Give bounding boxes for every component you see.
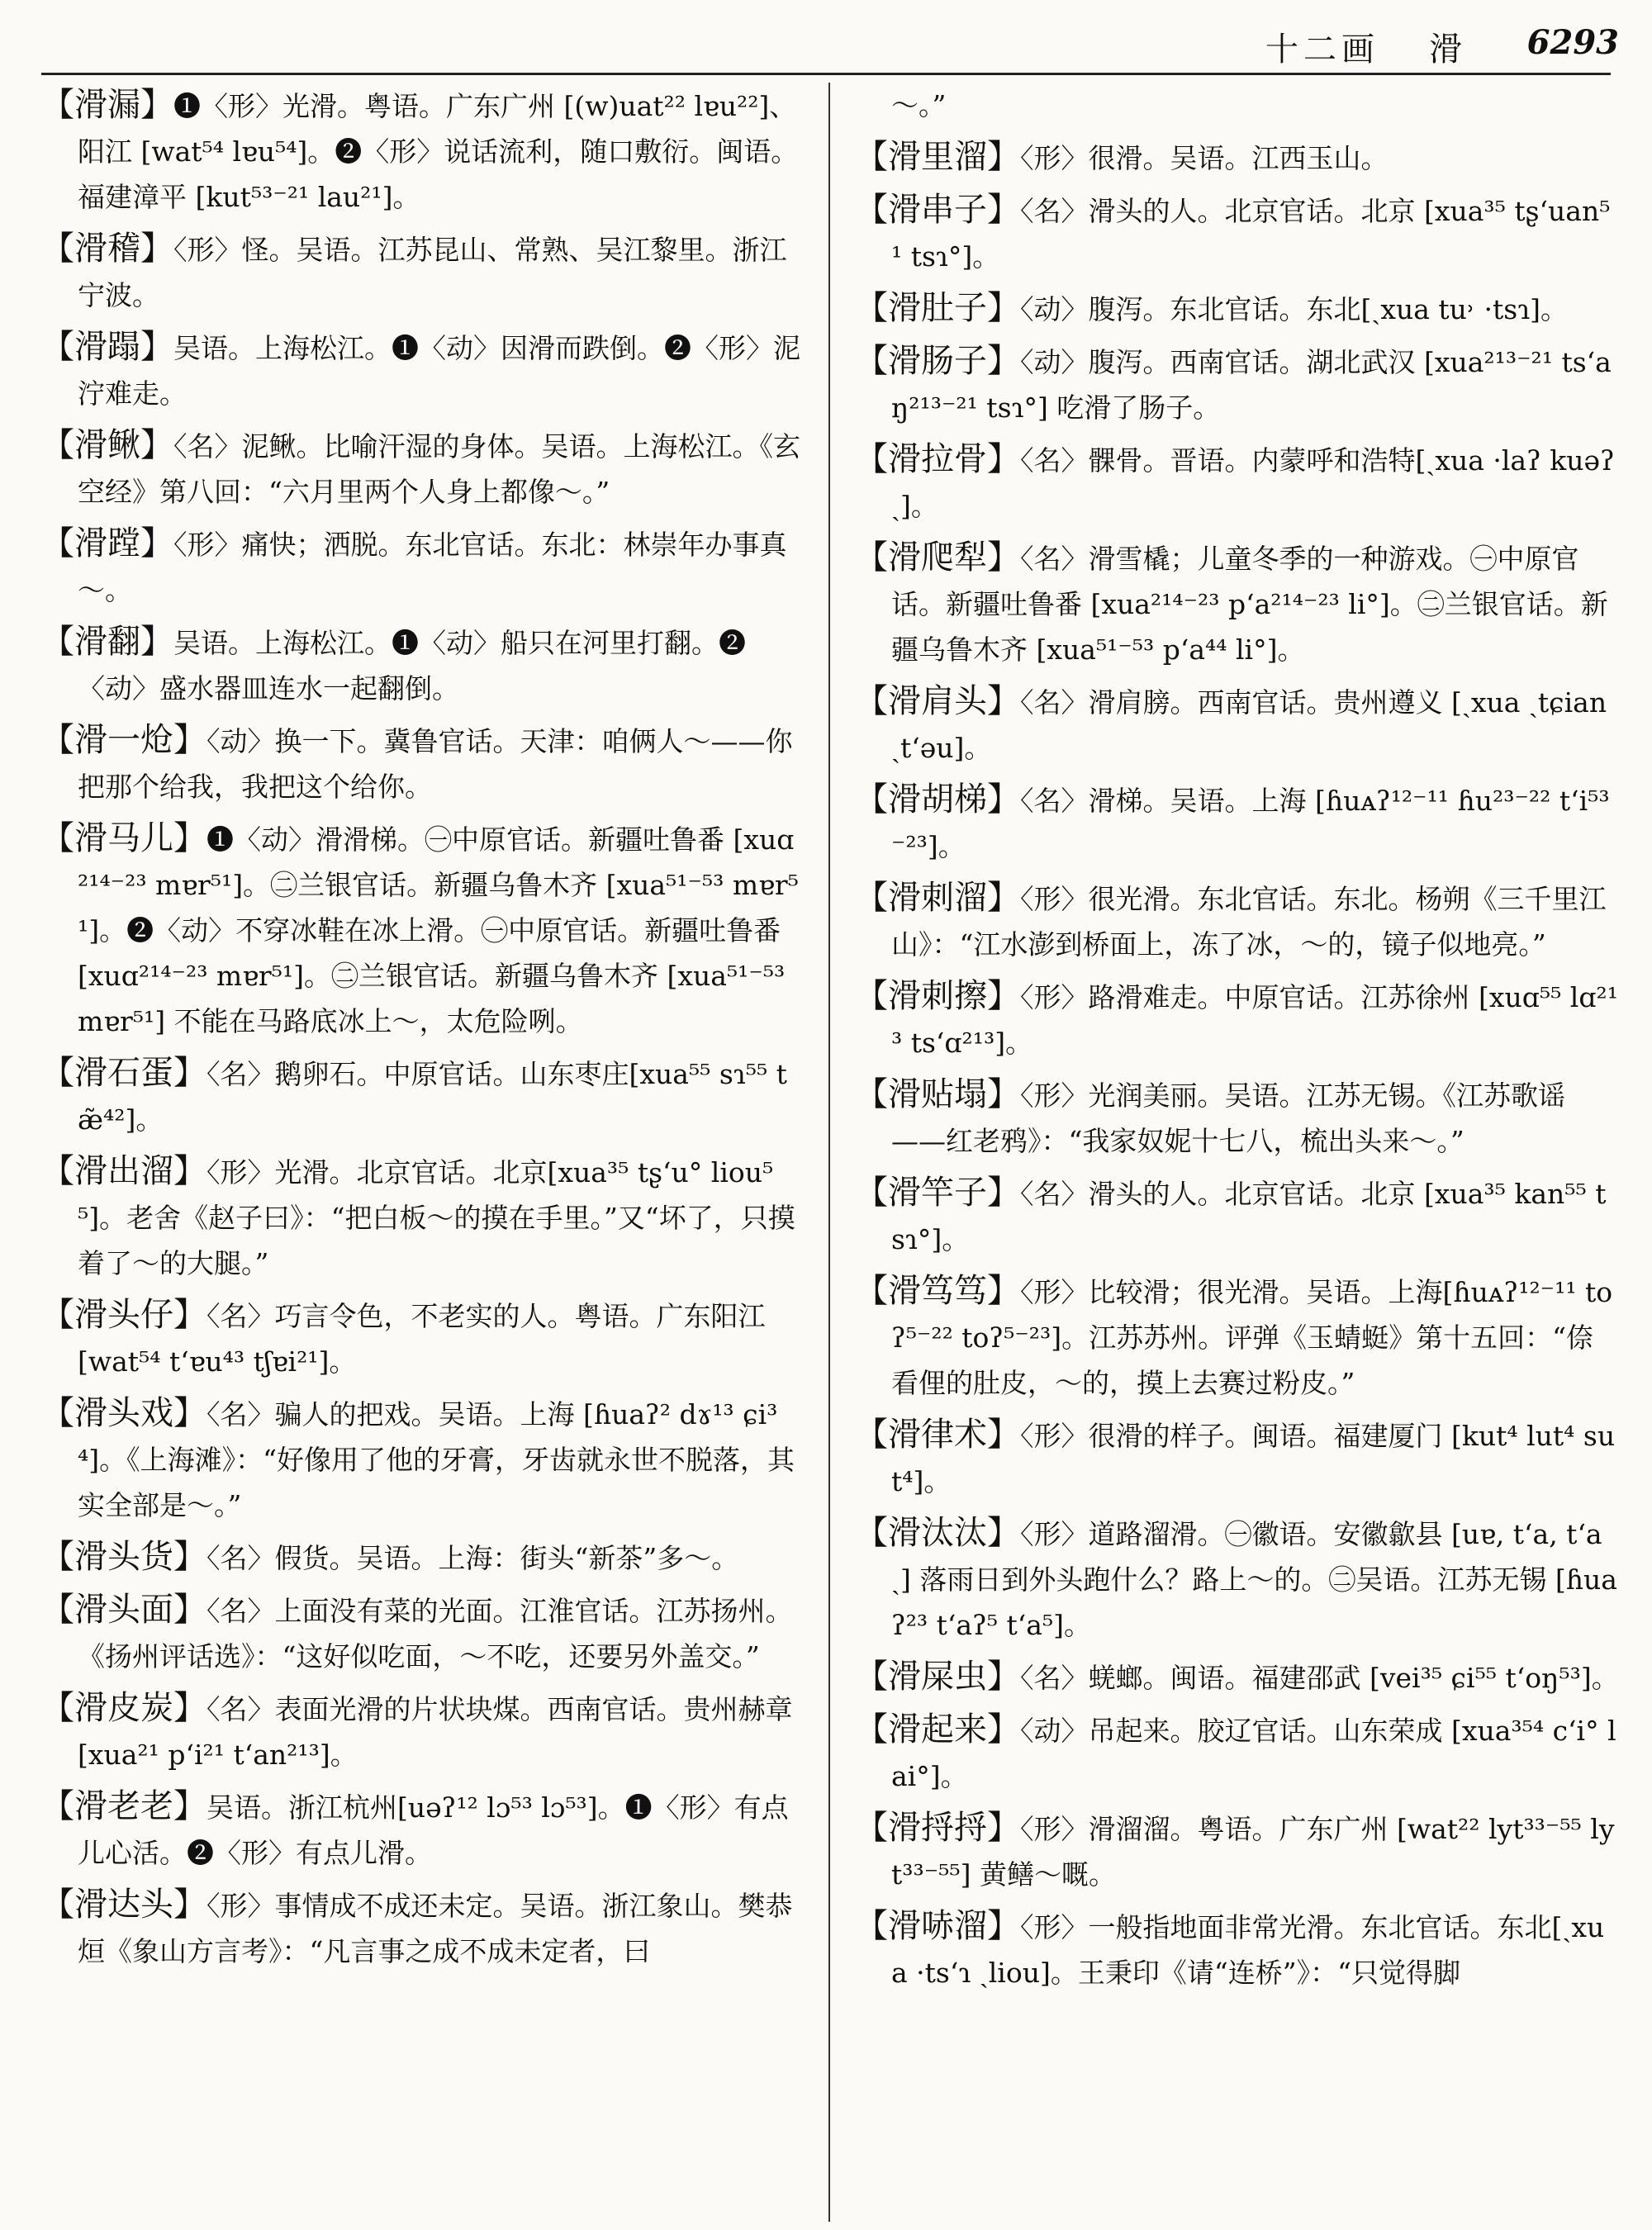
entry-definition: 〈形〉路滑难走。中原官话。江苏徐州 [xuɑ⁵⁵ lɑ²¹³ ts‘ɑ²¹³]。: [891, 981, 1618, 1059]
entry-headword: 【滑刺溜】: [855, 879, 1020, 917]
entry-definition: 〈名〉滑肩膀。西南官话。贵州遵义 [ˏxua ˏtɕian ˏt‘əu]。: [891, 686, 1607, 764]
dictionary-entry: [855, 974, 1619, 1065]
entry-headword: 【滑肠子】: [855, 342, 1020, 380]
entry-definition: 〈名〉滑梯。吴语。上海 [ɦuᴀʔ¹²⁻¹¹ ɦu²³⁻²² t‘i⁵³⁻²³]。: [891, 785, 1610, 862]
entry-definition: 〈名〉表面光滑的片状块煤。西南官话。贵州赫章 [xua²¹ p‘i²¹ t‘an²¹³]。: [78, 1693, 793, 1771]
entry-definition: 吴语。上海松江。❶〈动〉船只在河里打翻。❷〈动〉盛水器皿连水一起翻倒。: [78, 627, 746, 705]
entry-definition: 〈形〉光滑。北京官话。北京[xua³⁵ tʂ‘u° liou⁵⁵]。老舍《赵子曰》：“把白板～的摸在手里。”又“坏了，只摸着了～的大腿。”: [78, 1156, 795, 1279]
dictionary-entry: [41, 1686, 801, 1777]
entry-headword: 【滑达头】: [41, 1886, 206, 1924]
entry-definition: 〈名〉蜣螂。闽语。福建邵武 [vei³⁵ ɕi⁵⁵ t‘oŋ⁵³]。: [1020, 1662, 1619, 1694]
entry-definition: ❶〈形〉光滑。粤语。广东广州 [(w)uat²² lɐu²²]、阳江 [wat⁵⁴ lɐu⁵⁴]。❷〈形〉说话流利，随口敷衍。闽语。福建漳平 [kut⁵³⁻²¹ lau²¹]。: [78, 90, 799, 213]
entry-definition: 〈形〉怪。吴语。江苏昆山、常熟、吴江黎里。浙江宁波。: [78, 234, 787, 311]
dictionary-entry: [41, 1051, 801, 1142]
dictionary-entry: [855, 777, 1619, 869]
entry-headword: 【滑翻】: [41, 623, 173, 661]
entry-definition: 〈名〉骗人的把戏。吴语。上海 [ɦuaʔ² dɤ¹³ ɕi³⁴]。《上海滩》：“好像用了他的牙膏，牙齿就永世不脱落，其实全部是～。”: [78, 1398, 795, 1521]
page-header: [0, 15, 1652, 73]
entry-headword: 【滑哧溜】: [855, 1907, 1020, 1945]
dictionary-entry: [41, 718, 801, 809]
entry-definition: 〈形〉很光滑。东北官话。东北。杨朔《三千里江山》：“江水澎到桥面上，冻了冰，～的，镜子似地亮。”: [891, 883, 1607, 961]
entry-headword: 【滑竿子】: [855, 1174, 1020, 1212]
entry-headword: 【滑肩头】: [855, 682, 1020, 720]
entry-definition: 〈名〉鹅卵石。中原官话。山东枣庄[xua⁵⁵ sɿ⁵⁵ tæ̃⁴²]。: [78, 1058, 787, 1136]
entry-headword: 【滑汰汰】: [855, 1514, 1020, 1552]
entry-headword: 【滑刺擦】: [855, 977, 1020, 1015]
entry-headword: 【滑出溜】: [41, 1152, 206, 1190]
dictionary-entry: [41, 619, 801, 711]
entry-headword: 【滑屎虫】: [855, 1658, 1020, 1696]
entry-headword: 【滑蹚】: [41, 524, 173, 562]
entry-headword: 【滑稽】: [41, 230, 173, 268]
section-label: 十二画: [1265, 31, 1379, 69]
dictionary-entry: [855, 1511, 1619, 1648]
entry-headword: 【滑串子】: [855, 191, 1020, 229]
entry-headword: 【滑头戏】: [41, 1394, 206, 1432]
dictionary-entry: [41, 1535, 801, 1581]
entry-definition: 〈形〉光润美丽。吴语。江苏无锡。《江苏歌谣——红老鸦》：“我家奴妮十七八，梳出头来～。”: [891, 1079, 1565, 1157]
entry-headword: 【滑笃笃】: [855, 1272, 1020, 1310]
entry-headword: 【滑马儿】: [41, 819, 206, 857]
dictionary-entry: [855, 1170, 1619, 1262]
dictionary-entry: [855, 875, 1619, 967]
entry-continuation: ～。”: [891, 89, 947, 121]
dictionary-entry: [855, 1904, 1619, 1995]
dictionary-entry: [41, 83, 801, 220]
entry-headword: 【滑鳅】: [41, 426, 173, 464]
entry-headword: 【滑胡梯】: [855, 780, 1020, 818]
entry-definition: 〈动〉吊起来。胶辽官话。山东荣成 [xua³⁵⁴ c‘i° lai°]。: [891, 1715, 1616, 1792]
entry-definition: 〈名〉上面没有菜的光面。江淮官话。江苏扬州。《扬州评话选》：“这好似吃面，～不吃，还要另外盖交。”: [78, 1595, 793, 1672]
dictionary-entry: [855, 535, 1619, 672]
entry-headword: 【滑老老】: [41, 1787, 206, 1825]
entry-headword: 【滑头仔】: [41, 1296, 206, 1334]
entry-definition: 〈形〉事情成不成还未定。吴语。浙江象山。樊恭烜《象山方言考》：“凡言事之成不成未定者，曰: [78, 1890, 793, 1967]
entry-definition: 〈名〉巧言令色，不老实的人。粤语。广东阳江 [wat⁵⁴ t‘ɐu⁴³ tʃɐi²¹]。: [78, 1300, 766, 1378]
entry-definition: 〈名〉滑雪橇；儿童冬季的一种游戏。㊀中原官话。新疆吐鲁番 [xua²¹⁴⁻²³ p‘a²¹⁴⁻²³ li°]。㊁兰银官话。新疆乌鲁木齐 [xua⁵¹⁻⁵³ p‘a⁴⁴ li°]。: [891, 543, 1608, 666]
dictionary-entry: [41, 1882, 801, 1974]
left-column: [41, 83, 801, 2222]
entry-headword: 【滑贴塌】: [855, 1075, 1020, 1113]
entry-headword: 【滑蹋】: [41, 328, 173, 366]
dictionary-entry: [855, 339, 1619, 430]
entry-definition: 〈名〉泥鳅。比喻汗湿的身体。吴语。上海松江。《玄空经》第八回：“六月里两个人身上都像～。”: [78, 430, 800, 508]
dictionary-entry: [41, 1293, 801, 1384]
entry-headword: 【滑头面】: [41, 1591, 206, 1629]
dictionary-entry: [41, 1587, 801, 1679]
entry-headword: 【滑捋捋】: [855, 1809, 1020, 1847]
entry-headword: 【滑一炝】: [41, 721, 206, 759]
dictionary-entry: [41, 226, 801, 318]
column-divider: [828, 83, 830, 2222]
entry-definition: 〈形〉很滑的样子。闽语。福建厦门 [kut⁴ lut⁴ sut⁴]。: [891, 1420, 1616, 1497]
entry-headword: 【滑漏】: [41, 86, 173, 124]
entry-definition: 〈形〉一般指地面非常光滑。东北官话。东北[ˏxua ·ts‘ɿ ˏliou]。王秉印《请“连桥”》：“只觉得脚: [891, 1911, 1605, 1989]
entry-definition: 〈形〉滑溜溜。粤语。广东广州 [wat²² lyt³³⁻⁵⁵ lyt³³⁻⁵⁵] 黄鳝～嘅。: [891, 1813, 1615, 1891]
dictionary-entry: [855, 1412, 1619, 1504]
dictionary-entry: [855, 437, 1619, 529]
dictionary-entry: [855, 679, 1619, 771]
dictionary-entry: [41, 1784, 801, 1876]
entry-definition: 〈形〉比较滑；很光滑。吴语。上海[ɦuᴀʔ¹²⁻¹¹ toʔ⁵⁻²² toʔ⁵⁻²³]。江苏苏州。评弹《玉蜻蜓》第十五回：“倷看俚的肚皮，～的，摸上去赛过粉皮。”: [891, 1276, 1613, 1399]
dictionary-entry: [855, 135, 1619, 181]
entry-definition: 〈名〉假货。吴语。上海：街头“新茶”多～。: [206, 1542, 739, 1574]
dictionary-entry: [41, 423, 801, 515]
entry-definition: 吴语。浙江杭州[uəʔ¹² lɔ⁵³ lɔ⁵³]。❶〈形〉有点儿心活。❷〈形〉有点儿滑。: [78, 1791, 789, 1869]
page-number: 6293: [1526, 23, 1619, 62]
entry-definition: 〈动〉腹泻。西南官话。湖北武汉 [xua²¹³⁻²¹ ts‘aŋ²¹³⁻²¹ tsɿ°] 吃滑了肠子。: [891, 346, 1612, 424]
entry-headword: 【滑拉骨】: [855, 440, 1020, 478]
header-rule: [41, 73, 1611, 75]
entry-headword: 【滑皮炭】: [41, 1689, 206, 1727]
entry-definition: 〈形〉很滑。吴语。江西玉山。: [1020, 142, 1389, 174]
dictionary-entry: [41, 1391, 801, 1528]
dictionary-entry: [855, 1707, 1619, 1799]
entry-headword: 【滑石蛋】: [41, 1054, 206, 1092]
dictionary-entry: [41, 816, 801, 1044]
entry-headword: 【滑头货】: [41, 1538, 206, 1576]
dictionary-entry: [41, 1149, 801, 1286]
entry-definition: 〈名〉滑头的人。北京官话。北京 [xua³⁵ tʂ‘uan⁵¹ tsɿ°]。: [891, 195, 1611, 273]
entry-definition: ❶〈动〉滑滑梯。㊀中原官话。新疆吐鲁番 [xuɑ²¹⁴⁻²³ mɐr⁵¹]。㊁兰银官话。新疆乌鲁木齐 [xua⁵¹⁻⁵³ mɐr⁵¹]。❷〈动〉不穿冰鞋在冰上滑。㊀中原官话。新疆吐鲁番 [xuɑ²¹⁴⁻²³ mɐr⁵¹]。㊁兰银官话。新疆乌鲁木齐 [xua⁵¹⁻⁵³ mɐr⁵¹] 不能在马路底冰上～，太危险咧。: [78, 823, 799, 1037]
entry-definition: 〈动〉换一下。冀鲁官话。天津：咱俩人～——你把那个给我，我把这个给你。: [78, 725, 793, 803]
header-character: 滑: [1429, 31, 1462, 69]
entry-definition: 〈形〉痛快；洒脱。东北官话。东北：林崇年办事真～。: [78, 529, 787, 606]
dictionary-entry: [855, 286, 1619, 332]
dictionary-entry: [855, 1805, 1619, 1897]
dictionary-entry: [855, 1654, 1619, 1701]
entry-definition: 〈动〉腹泻。东北官话。东北[ˏxua tu˒ ·tsɿ]。: [1020, 293, 1569, 325]
entry-headword: 【滑起来】: [855, 1710, 1020, 1748]
entry-headword: 【滑爬犁】: [855, 539, 1020, 576]
entry-definition: 〈形〉道路溜滑。㊀徽语。安徽歙县 [uɐ, t‘a, t‘aˎ] 落雨日到外头跑什么？路上～的。㊁吴语。江苏无锡 [ɦuaʔ²³ t‘aʔ⁵ t‘a⁵]。: [891, 1518, 1617, 1641]
dictionary-entry: [41, 521, 801, 613]
entry-definition: 〈名〉滑头的人。北京官话。北京 [xua³⁵ kan⁵⁵ tsɿ°]。: [891, 1178, 1607, 1255]
dictionary-entry: [855, 1072, 1619, 1164]
entry-headword: 【滑肚子】: [855, 289, 1020, 327]
entry-definition: 吴语。上海松江。❶〈动〉因滑而跌倒。❷〈形〉泥泞难走。: [78, 332, 800, 410]
entry-definition: 〈名〉髁骨。晋语。内蒙呼和浩特[ˏxua ·laʔ kuəʔˎ]。: [891, 444, 1615, 522]
entry-headword: 【滑里溜】: [855, 138, 1020, 176]
dictionary-entry: [855, 1269, 1619, 1406]
entry-headword: 【滑律术】: [855, 1416, 1020, 1454]
dictionary-entry: [855, 187, 1619, 279]
right-column: [855, 83, 1619, 2222]
dictionary-entry: [41, 325, 801, 416]
